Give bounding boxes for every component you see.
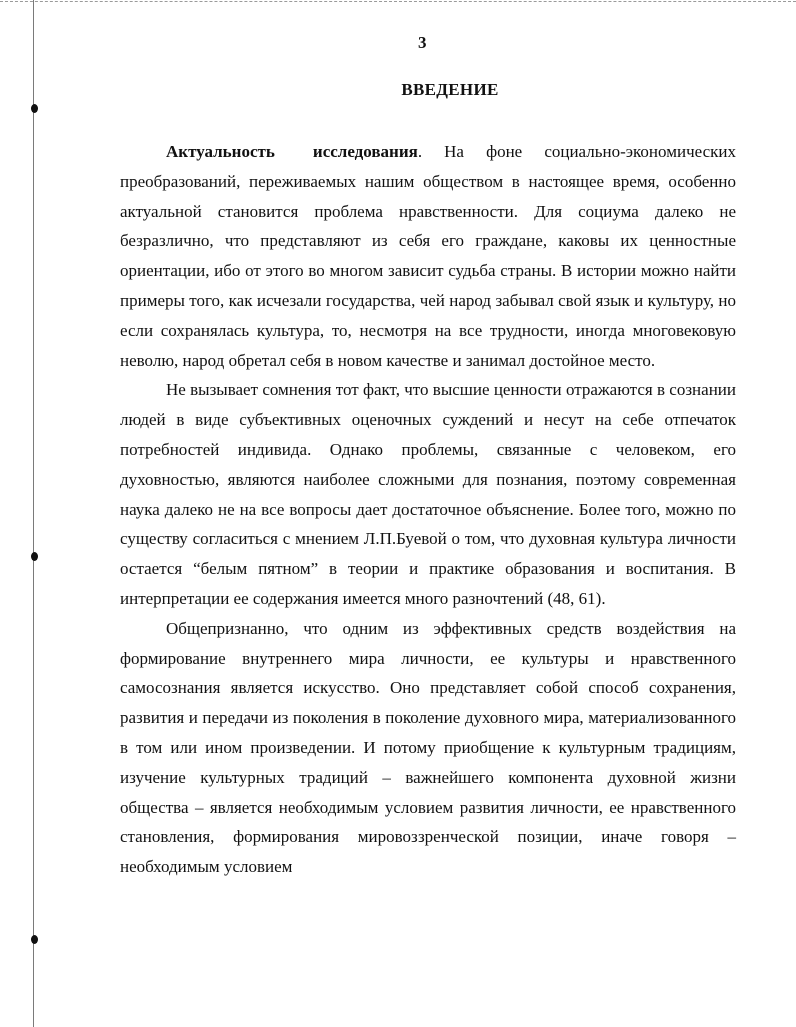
paragraph-text: Общепризнанно, что одним из эффективных средств воздействия на формирование внутреннего мира личности, ее культуры и нравственного самосознания является искусство. Оно представляет собой способ сохранения, развития и передачи из поколения в поколение духовного мира, материализованного в том или ином произведении. И потому приобщение к культурным традициям, изучение культурных традиций – важнейшего компонента духовной жизни общества – является необходимым условием развития личности, ее нравственного становления, формирования мировоззренческой позиции, иначе говоря – необходимым условием: [120, 618, 736, 877]
paragraph-text: Не вызывает сомнения тот факт, что высшие ценности отражаются в сознании людей в виде субъективных оценочных суждений и несут на себе отпечаток потребностей индивида. Однако проблемы, связанные с человеком, его духовностью, являются наиболее сложными для познания, поэтому современная наука далеко не на все вопросы дает достаточное объяснение. Более того, можно по существу согласиться с мнением Л.П.Буевой о том, что духовная культура личности остается “белым пятном” в теории и практике образования и воспитания. В интерпретации ее содержания имеется много разночтений (48, 61).: [120, 380, 736, 608]
body-text: [120, 137, 736, 882]
paragraph-lead-bold: Актуальность исследования: [166, 142, 418, 161]
margin-dot-marker: [31, 104, 38, 113]
page-left-border: [33, 0, 34, 1027]
paragraph-values: [120, 375, 736, 613]
section-heading: ВВЕДЕНИЕ: [401, 80, 499, 99]
paragraph-relevance: [120, 137, 736, 375]
page-number: 3: [418, 33, 427, 52]
paragraph-art: [120, 614, 736, 882]
margin-dot-marker: [31, 552, 38, 561]
page-top-border: [0, 1, 796, 2]
margin-dot-marker: [31, 935, 38, 944]
paragraph-text: . На фоне социально-экономических преобразований, переживаемых нашим обществом в настоящее время, особенно актуальной становится проблема нравственности. Для социума далеко не безразлично, что представляют из себя его граждане, каковы их ценностные ориентации, ибо от этого во многом зависит судьба страны. В истории можно найти примеры того, как исчезали государства, чей народ забывал свой язык и культуру, но если сохранялась культура, то, несмотря на все трудности, иногда многовековую неволю, народ обретал себя в новом качестве и занимал достойное место.: [120, 142, 736, 370]
